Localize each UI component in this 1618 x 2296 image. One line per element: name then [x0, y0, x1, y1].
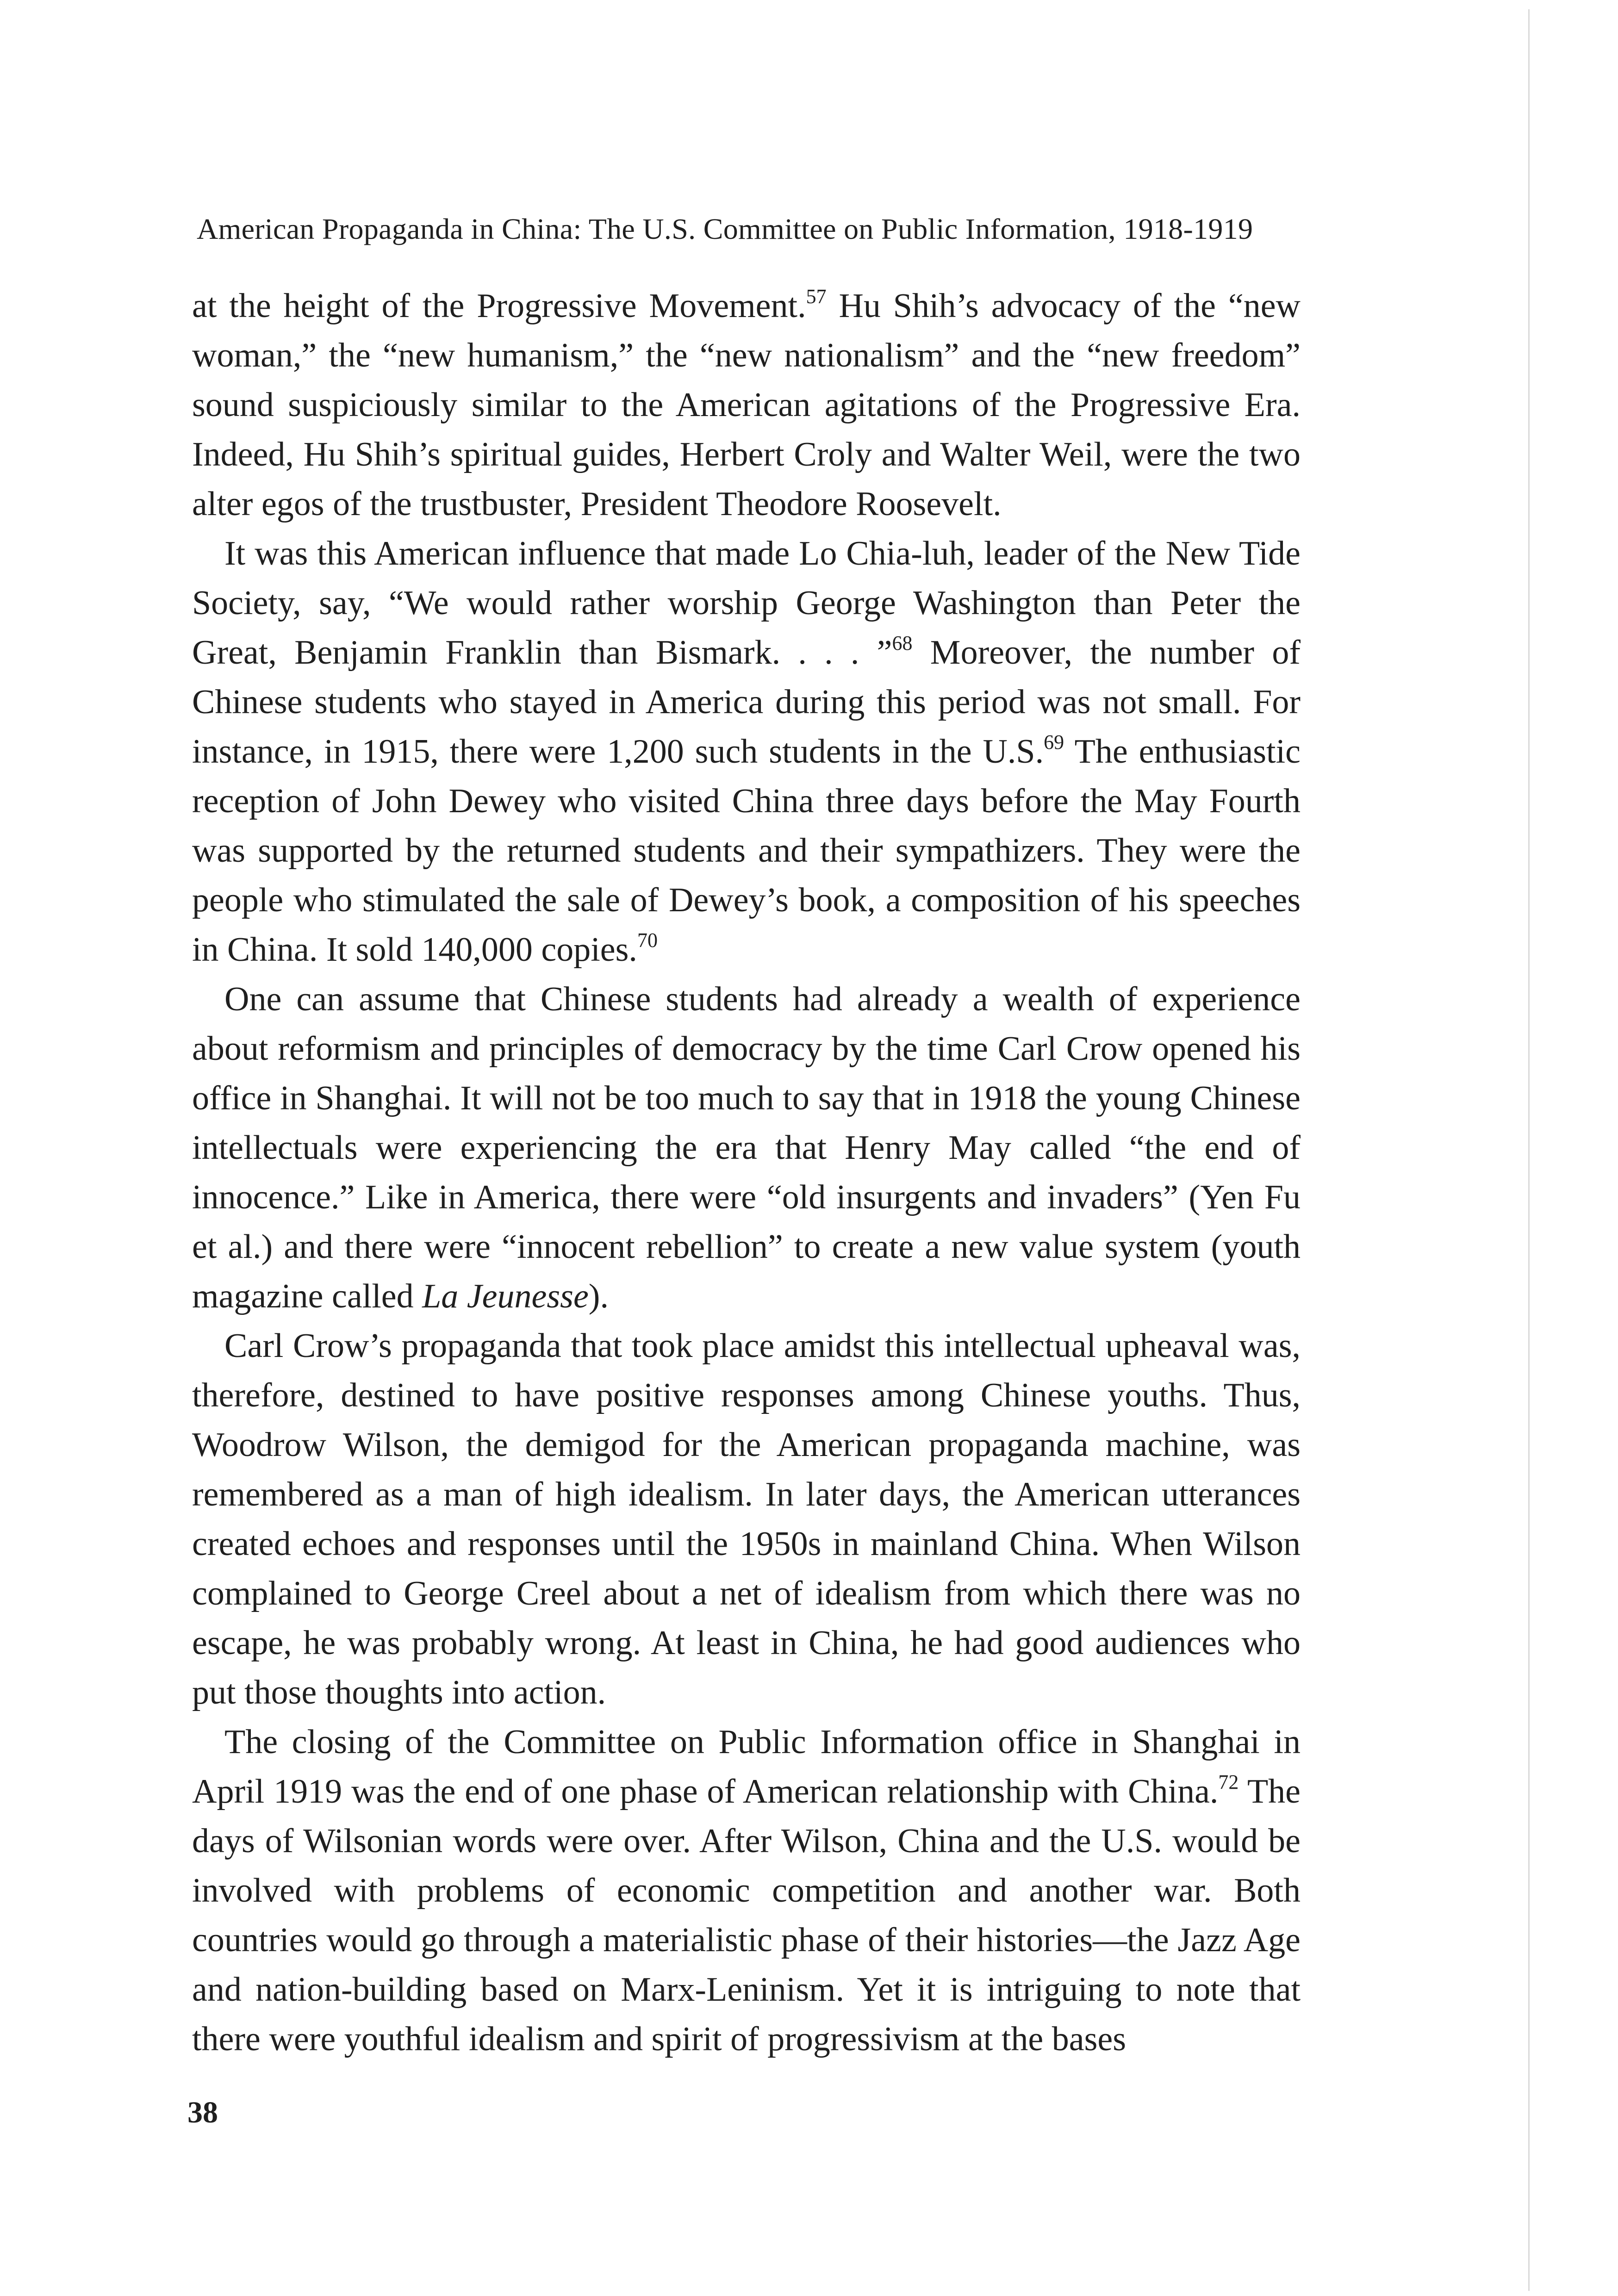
- text-segment: The closing of the Committee on Public Information office in Shanghai in April 1919 was the end of one phase of American relationship with China.: [192, 1723, 1301, 1811]
- paragraph: [192, 281, 1301, 529]
- footnote-ref: 70: [637, 929, 658, 952]
- text-segment: Hu Shih’s advocacy of the “new woman,” the “new humanism,” the “new nationalism” and the “new freedom” sound suspiciously similar to the American agitations of the Progressive Era. Indeed, Hu Shih’s spiritual guides, Herbert Croly and Walter Weil, were the two alter egos of the trustbuster, President Theodore Roosevelt.: [192, 287, 1301, 523]
- footnote-ref: 57: [806, 285, 827, 308]
- paragraph: [192, 529, 1301, 975]
- footnote-ref: 68: [892, 632, 913, 654]
- text-segment: Carl Crow’s propaganda that took place amidst this intellectual upheaval was, therefore, destined to have positive responses among Chinese youths. Thus, Woodrow Wilson, the demigod for the American propaganda machine, was remembered as a man of high idealism. In later days, the American utterances created echoes and responses until the 1950s in mainland China. When Wilson complained to George Creel about a net of idealism from which there was no escape, he was probably wrong. At least in China, he had good audiences who put those thoughts into action.: [192, 1327, 1301, 1711]
- footnote-ref: 72: [1218, 1771, 1239, 1793]
- text-segment: ).: [588, 1277, 609, 1315]
- footnote-ref: 69: [1044, 731, 1064, 753]
- running-head: American Propaganda in China: The U.S. Committee on Public Information, 1918-1919: [197, 212, 1253, 245]
- text-segment: One can assume that Chinese students had already a wealth of experience about reformism and principles of democracy by the time Carl Crow opened his office in Shanghai. It will not be too much to say that in 1918 the young Chinese intellectuals were experiencing the era that Henry May called “the end of innocence.” Like in America, there were “old insurgents and invaders” (Yen Fu et al.) and there were “innocent rebellion” to create a new value system (youth magazine called: [192, 980, 1301, 1315]
- text-segment: at the height of the Progressive Movement.: [192, 287, 806, 325]
- body-text: [192, 281, 1301, 2064]
- text-segment: The enthusiastic reception of John Dewey who visited China three days before the May Fourth was supported by the returned students and their sympathizers. They were the people who stimulated the sale of Dewey’s book, a composition of his speeches in China. It sold 140,000 copies.: [192, 733, 1301, 969]
- paragraph: [192, 975, 1301, 1321]
- paragraph: [192, 1717, 1301, 2064]
- page-edge-line: [1528, 9, 1530, 2291]
- paragraph: [192, 1321, 1301, 1717]
- text-segment: It was this American influence that made Lo Chia-luh, leader of the New Tide Society, say, “We would rather worship George Washington than Peter the Great, Benjamin Franklin than Bismark. . . . ”: [192, 535, 1301, 672]
- italic-title: La Jeunesse: [422, 1277, 589, 1315]
- text-segment: Moreover, the number of Chinese students who stayed in America during this period was not small. For instance, in 1915, there were 1,200 such students in the U.S.: [192, 634, 1301, 771]
- text-segment: The days of Wilsonian words were over. After Wilson, China and the U.S. would be involved with problems of economic competition and another war. Both countries would go through a materialistic phase of their histories—the Jazz Age and nation-building based on Marx-Leninism. Yet it is intriguing to note that there were youthful idealism and spirit of progressivism at the bases: [192, 1773, 1301, 2058]
- page-number: 38: [187, 2096, 218, 2129]
